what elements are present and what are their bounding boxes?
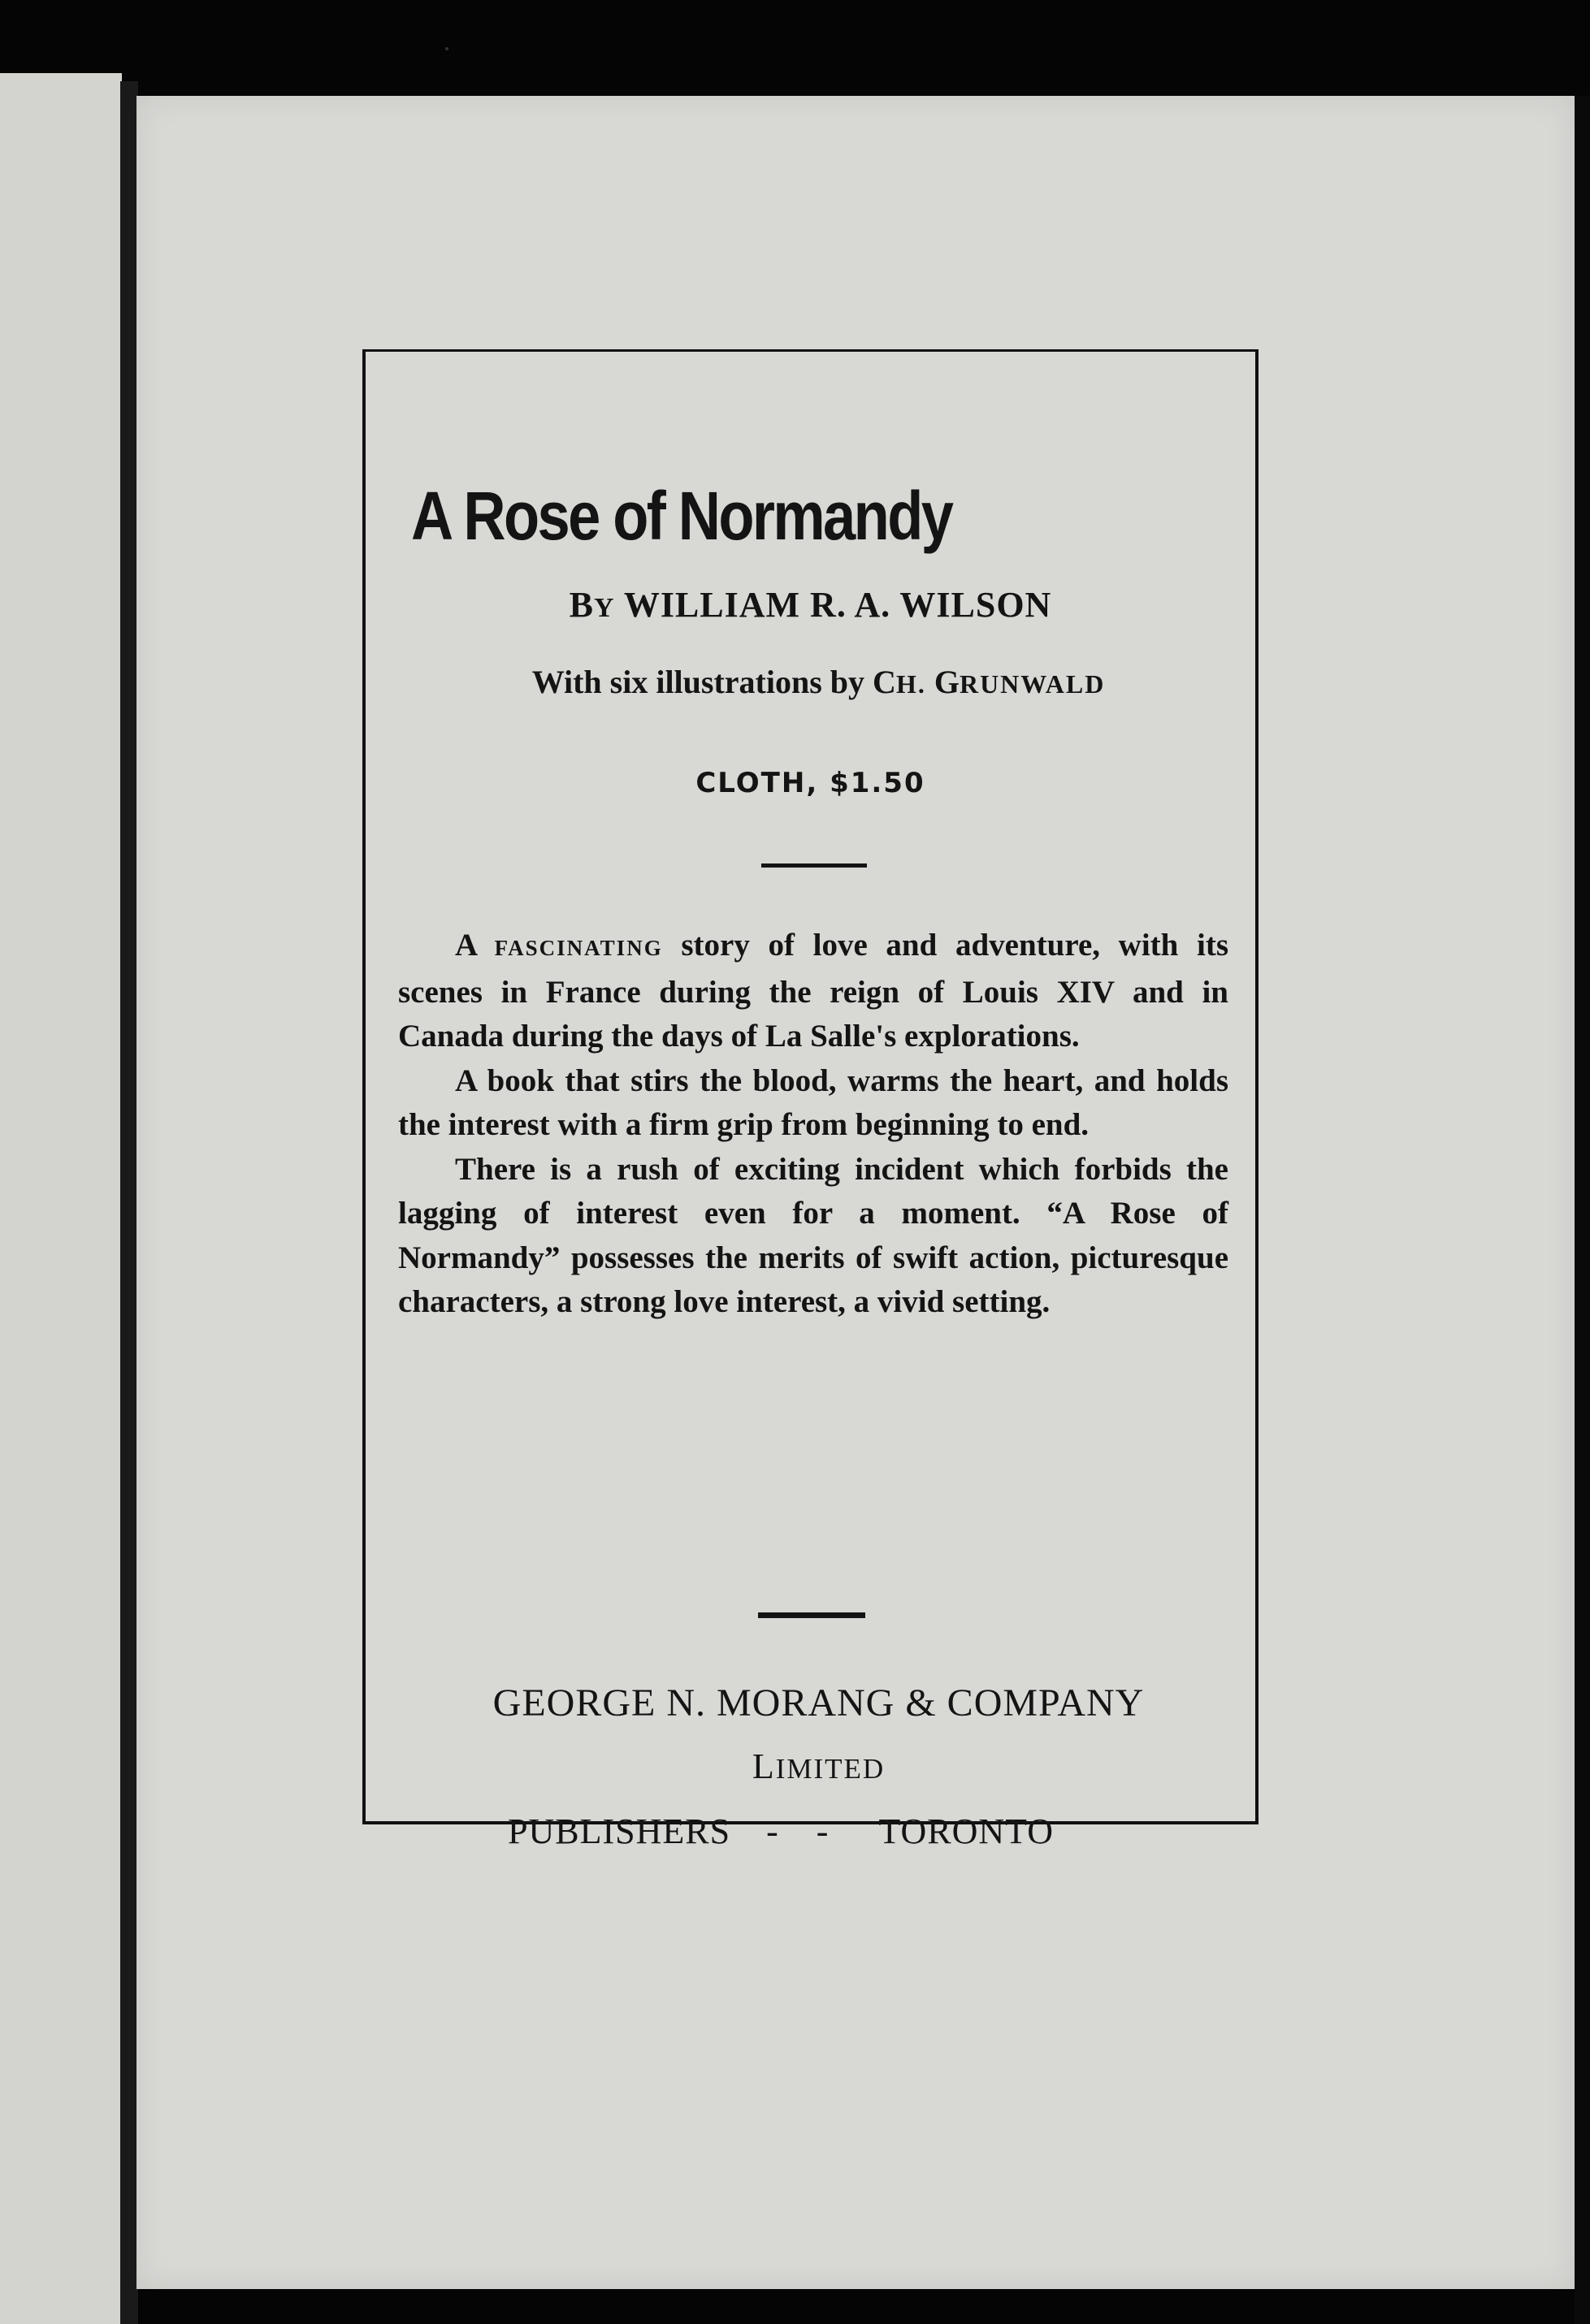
author-name: WILLIAM R. A. WILSON	[623, 585, 1052, 625]
byline-prefix-rest: Y	[594, 593, 615, 623]
publisher-name: GEORGE N. MORANG & COMPANY	[492, 1681, 1145, 1725]
illustrator-surname-initial: G	[934, 664, 960, 700]
limited-rest: IMITED	[775, 1753, 886, 1785]
price-label: CLOTH, $1.50	[695, 767, 925, 799]
publisher-location-line	[508, 1811, 1055, 1851]
publisher-city: TORONTO	[878, 1811, 1055, 1851]
publisher-role: PUBLISHERS	[508, 1811, 731, 1851]
limited-initial: L	[752, 1746, 776, 1786]
illustrator-credit-text: With six illustrations by	[531, 664, 873, 700]
divider-rule	[758, 1612, 865, 1618]
divider-rule	[761, 863, 867, 868]
book-title: A Rose of Normandy	[411, 478, 952, 554]
advertisement-box	[362, 349, 1259, 1851]
publisher-limited	[366, 1746, 1255, 1786]
book-description	[398, 924, 1228, 1325]
page-gutter	[120, 81, 138, 2324]
byline-prefix-initial: B	[569, 585, 595, 625]
page-right-edge	[1575, 96, 1590, 2324]
description-paragraph: A book that stirs the blood, warms the heart, and holds the interest with a firm grip from beginning to end.	[398, 1062, 1228, 1142]
location-separator: - -	[766, 1811, 843, 1851]
description-lead-initial: A	[455, 928, 495, 963]
description-paragraph: There is a rush of exciting incident which forbids the lagging of interest even for a moment. “A Rose of Normandy” possesses the merits of swift action, picturesque characters, a strong love interest, a vivid setting.	[398, 1151, 1228, 1319]
illustrator-credit	[366, 666, 1255, 699]
previous-page-edge	[0, 73, 122, 2324]
description-lead-smallcaps: FASCINATING	[494, 936, 663, 960]
description-paragraph	[398, 924, 1228, 1059]
illustrator-initial-rest: H.	[895, 669, 926, 699]
author-byline	[366, 587, 1255, 623]
scan-speck	[445, 47, 448, 50]
illustrator-initial: C	[873, 664, 896, 700]
description-text: story of love and adventure, with its scenes in France during the reign of Louis XIV and in Canada during the days of La Salle's explorations.	[398, 928, 1228, 1054]
scanned-page	[136, 96, 1575, 2289]
illustrator-surname-rest: RUNWALD	[959, 669, 1106, 699]
